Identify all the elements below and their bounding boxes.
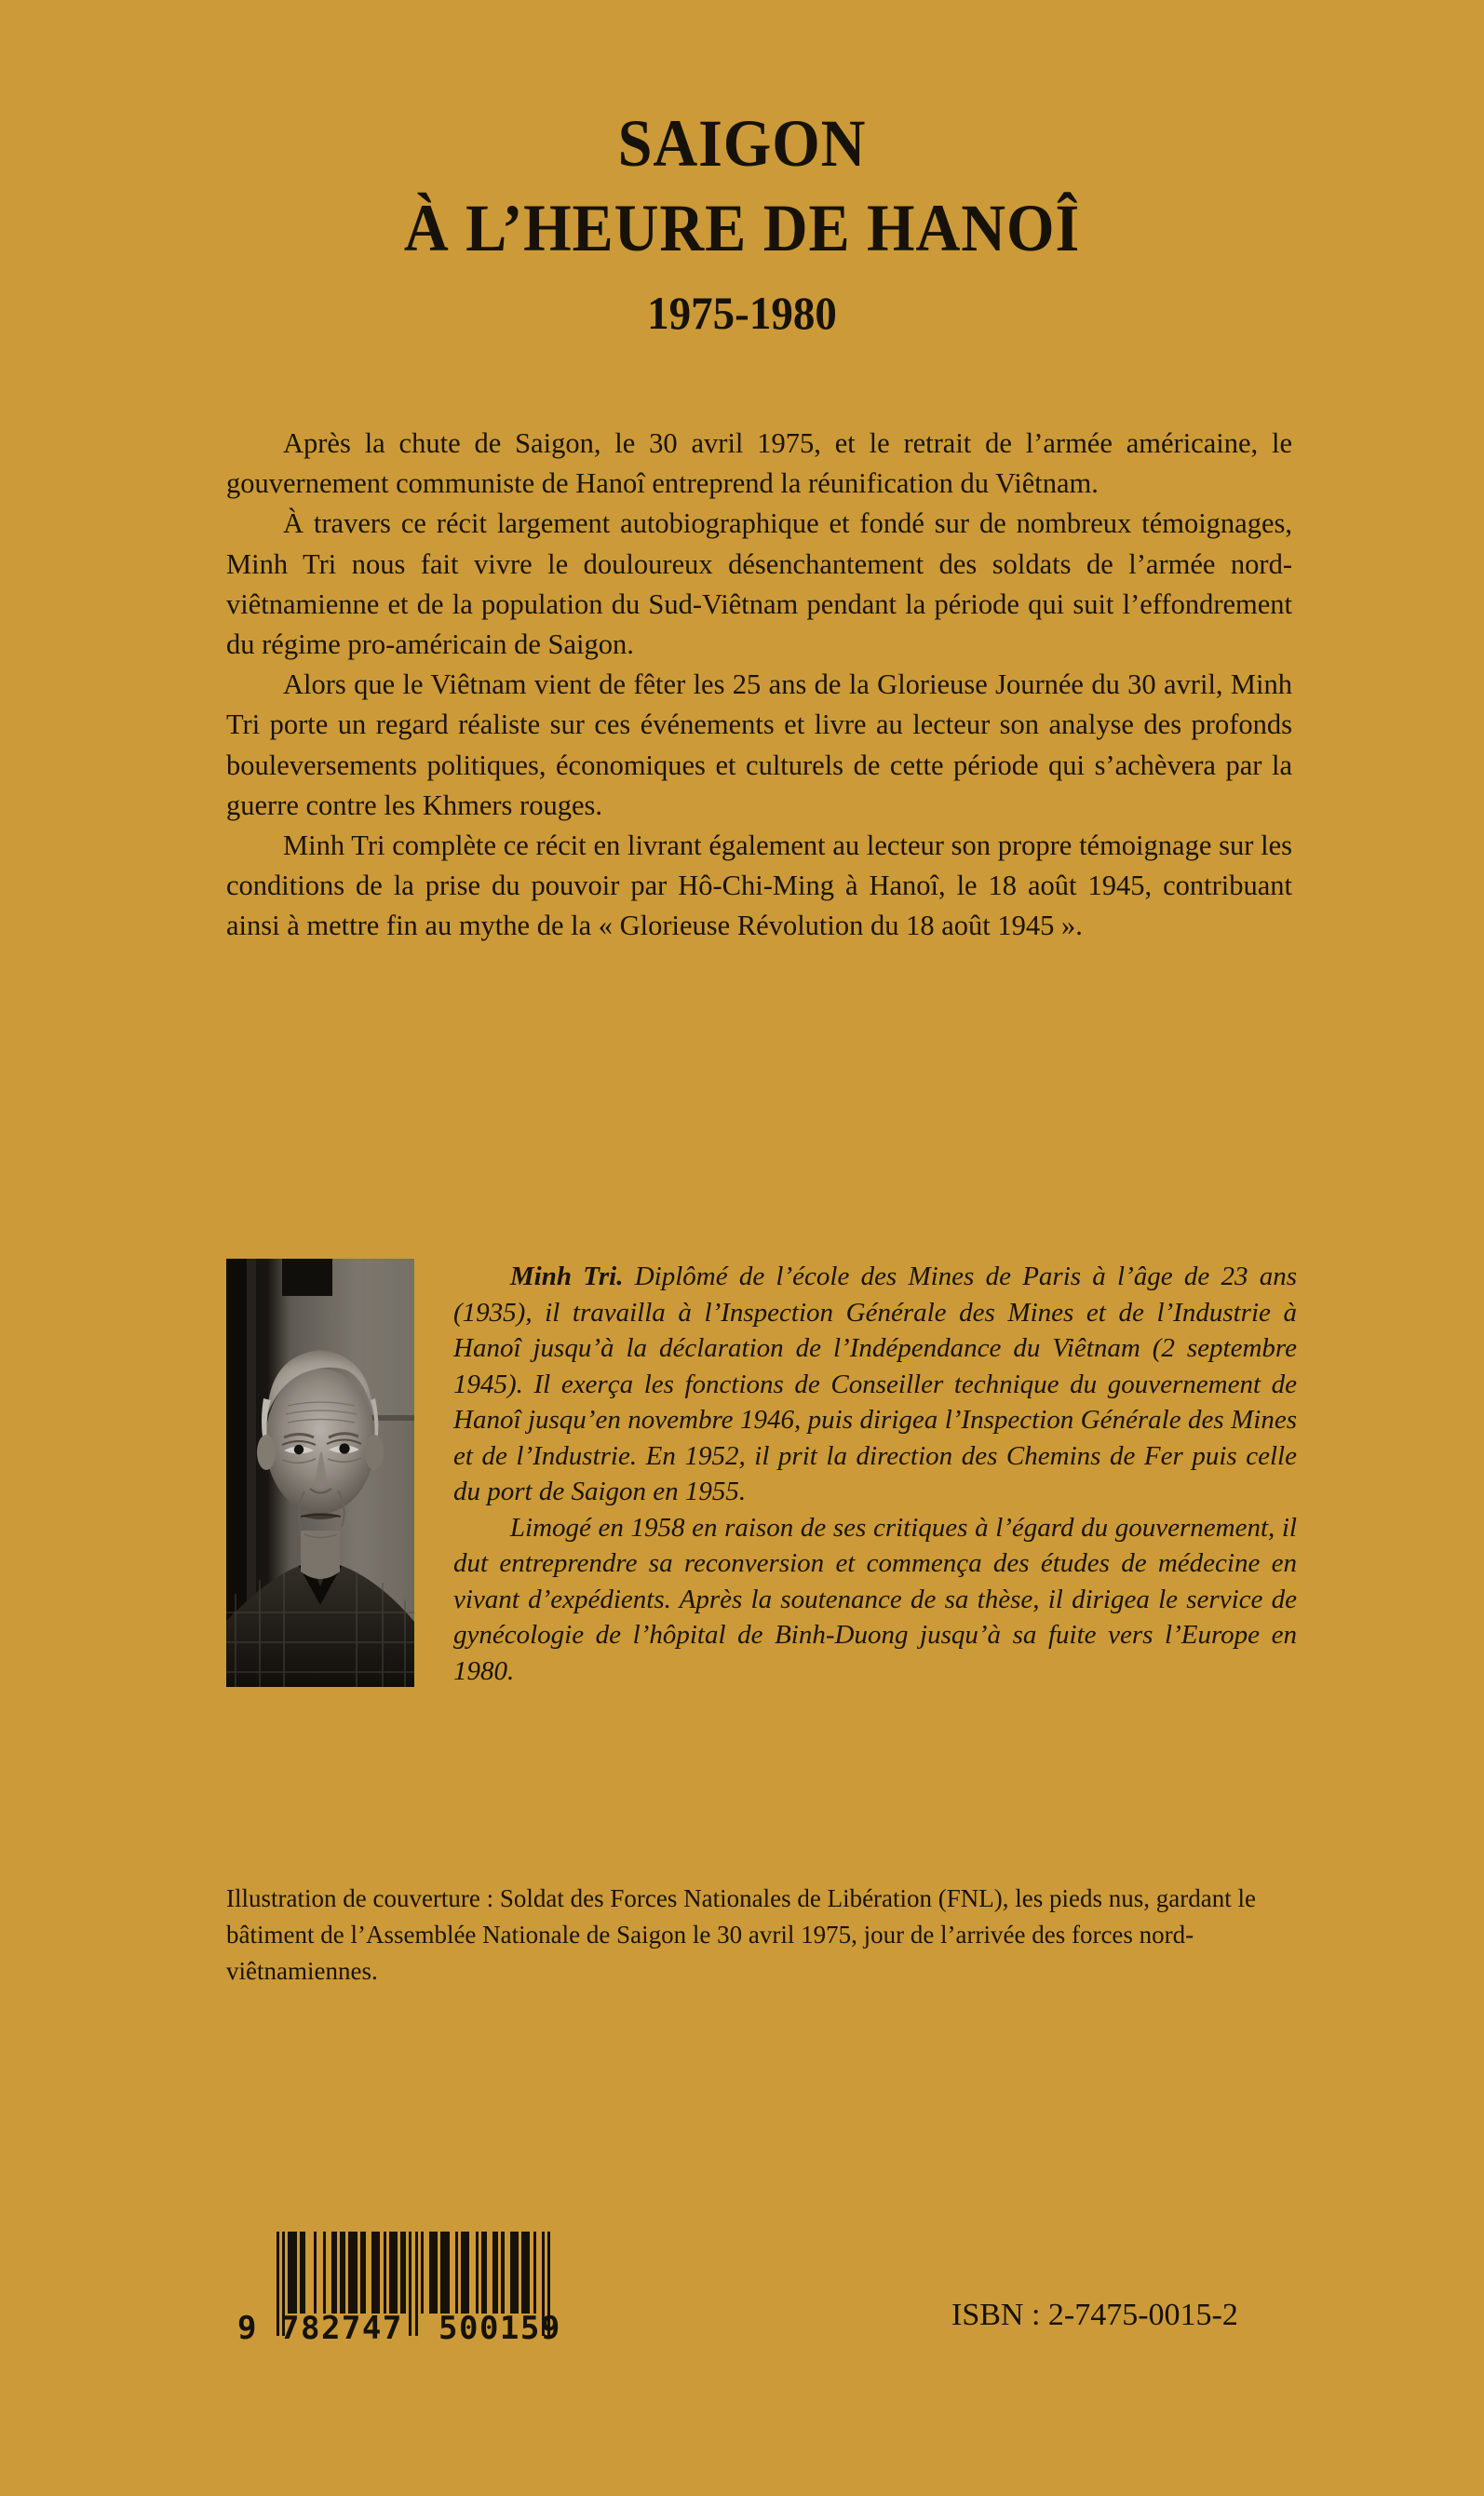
page-title-line-2: À L’HEURE DE HANOÎ <box>403 191 1081 266</box>
cover-title-block <box>0 106 1484 340</box>
barcode-bar <box>461 2232 469 2314</box>
barcode-bar <box>371 2232 380 2314</box>
barcode-bar <box>305 2232 314 2314</box>
barcode-bar <box>510 2232 519 2314</box>
barcode-bar <box>521 2232 530 2314</box>
barcode-bar <box>440 2232 449 2314</box>
barcode <box>237 2232 628 2353</box>
author-portrait-image <box>226 1259 414 1687</box>
barcode-bar <box>429 2232 438 2314</box>
barcode-first-digit: 9 <box>237 2310 258 2347</box>
blurb-text <box>226 424 1292 947</box>
author-bio-block <box>226 1259 1297 1693</box>
isbn-label: ISBN : 2-7475-0015-2 <box>951 2298 1238 2332</box>
barcode-left-group: 782747 <box>280 2310 403 2347</box>
blurb-paragraph: Après la chute de Saigon, le 30 avril 1975, et le retrait de l’armée américaine, le gouvernement communiste de Hanoî entreprend la réunification du Viêtnam. <box>226 427 1292 500</box>
author-name: Minh Tri. <box>509 1261 624 1291</box>
credit-text: Illustration de couverture : Soldat des Forces Nationales de Libération (FNL), les pieds nus, gardant le bâtiment de l’Assemblée Nationale de Saigon le 30 avril 1975, jour de l’arrivée des forces nord-viêtnamiennes. <box>226 1884 1256 1985</box>
page-title-years: 1975-1980 <box>647 286 837 339</box>
blurb-paragraph: À travers ce récit largement autobiographique et fondé sur de nombreux témoignages, Minh Tri nous fait vivre le douloureux désenchantement des soldats de l’armée nord-viêtnamienne et de la population du Sud-Viêtnam pendant la période qui suit l’effondrement du régime pro-américain de Saigon. <box>226 507 1292 661</box>
author-bio-paragraph-2: Limogé en 1958 en raison de ses critiques à l’égard du gouvernement, il dut entreprendre sa reconversion et commença des études de médecine en vivant d’expédients. Après la soutenance de sa thèse, il dirigea le service de gynécologie de l’hôpital de Binh-Duong jusqu’à sa fuite vers l’Europe en 1980. <box>453 1512 1297 1686</box>
author-bio-body-1: Diplômé de l’école des Mines de Paris à l’âge de 23 ans (1935), il travailla à l’Inspection Générale des Mines et de l’Industrie à Hanoî jusqu’à la déclaration de l’Indépendance du Viêtnam (2 septembre 1945). Il exerça les fonctions de Conseiller technique du gouvernement de Hanoî jusqu’en novembre 1946, puis dirigea l’Inspection Générale des Mines et de l’Industrie. En 1952, il prit la direction des Chemins de Fer puis celle du port de Saigon en 1955. <box>453 1261 1297 1506</box>
barcode-bar <box>348 2232 357 2314</box>
barcode-bar <box>288 2232 296 2314</box>
barcode-right-group: 500159 <box>438 2310 561 2347</box>
barcode-digits <box>237 2310 628 2347</box>
blurb-paragraph: Alors que le Viêtnam vient de fêter les 25 ans de la Glorieuse Journée du 30 avril, Minh Tri porte un regard réaliste sur ces événements et livre au lecteur son analyse des profonds bouleversements politiques, économiques et culturels de cette période qui s’achèvera par la guerre contre les Khmers rouges. <box>226 668 1292 821</box>
author-photo <box>226 1259 414 1687</box>
cover-illustration-credit <box>226 1881 1302 1990</box>
barcode-bar <box>389 2232 398 2314</box>
blurb-paragraph: Minh Tri complète ce récit en livrant également au lecteur son propre témoignage sur les conditions de la prise du pouvoir par Hô-Chi-Ming à Hanoî, le 18 août 1945, contribuant ainsi à mettre fin au mythe de la « Glorieuse Révolution du 18 août 1945 ». <box>226 830 1292 942</box>
page-title-line-1: SAIGON <box>617 106 867 181</box>
